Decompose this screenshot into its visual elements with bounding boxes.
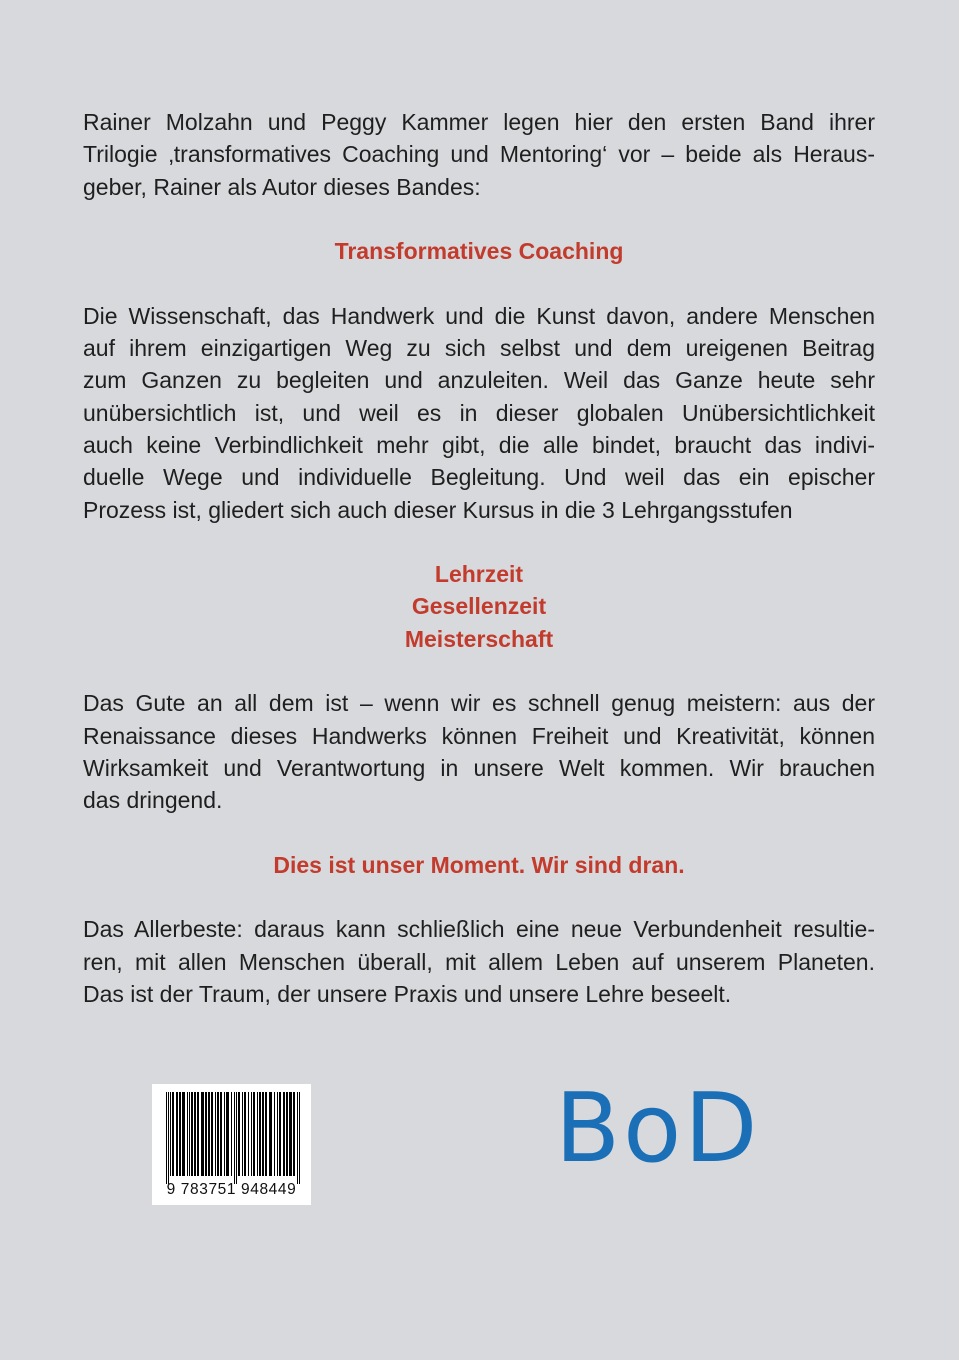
text-line: Das ist der Traum, der unsere Praxis und unsere Lehre beseelt.: [83, 981, 732, 1008]
barcode-bar: [220, 1092, 222, 1176]
text-line: geber, Rainer als Autor dieses Bandes:: [83, 173, 481, 200]
barcode-bar: [217, 1092, 219, 1176]
stage-meisterschaft: Meisterschaft: [404, 625, 554, 652]
barcode-bar: [262, 1092, 264, 1176]
barcode-bar: [238, 1092, 240, 1176]
barcode-bar: [168, 1092, 169, 1184]
text-line: das dringend.: [83, 787, 223, 814]
barcode-bar: [293, 1092, 295, 1176]
text-line: zum Ganzen zu begleiten und anzuleiten. Weil das Ganze heute sehr: [83, 367, 875, 394]
barcode-bar: [189, 1092, 190, 1176]
barcode-bar: [286, 1092, 288, 1176]
description-paragraph: [83, 300, 875, 526]
stages-list: [83, 558, 875, 655]
barcode-bar: [172, 1092, 174, 1176]
best-part-paragraph: [83, 913, 875, 1010]
text-line: ren, mit allen Menschen überall, mit allem Leben auf unserem Planeten.: [83, 948, 875, 975]
text-line: Trilogie ‚transformatives Coaching und Mentoring‘ vor – beide als Heraus-: [83, 141, 875, 168]
barcode-bar: [187, 1092, 188, 1176]
text-line: auch keine Verbindlichkeit mehr gibt, die alle bindet, braucht das indivi-: [83, 431, 875, 458]
barcode-bar: [289, 1092, 292, 1176]
barcode-bar: [299, 1092, 300, 1184]
barcode-bar: [244, 1092, 246, 1176]
barcode-bar: [182, 1092, 185, 1176]
barcode-bar: [201, 1092, 204, 1176]
barcode-bar: [257, 1092, 258, 1176]
barcode-bar: [277, 1092, 278, 1176]
barcode-bar: [248, 1092, 249, 1176]
barcode-bar: [274, 1092, 275, 1176]
back-cover-text: [83, 106, 875, 1010]
barcode-bar: [234, 1092, 235, 1184]
barcode-bar: [224, 1092, 225, 1176]
text-line: Rainer Molzahn und Peggy Kammer legen hier den ersten Band ihrer: [83, 109, 875, 135]
barcode-bar: [242, 1092, 243, 1176]
barcode-bar: [283, 1092, 285, 1176]
barcode-bar: [170, 1092, 171, 1176]
moment-heading: Dies ist unser Moment. Wir sind dran.: [273, 851, 685, 878]
text-line: Die Wissenschaft, das Handwerk und die Kunst davon, andere Menschen: [83, 302, 875, 329]
stage-lehrzeit: Lehrzeit: [434, 561, 524, 588]
text-line: duelle Wege und individuelle Begleitung. Und weil das ein epischer: [83, 464, 875, 491]
text-line: Das Allerbeste: daraus kann schließlich eine neue Verbundenheit resultie-: [83, 916, 875, 943]
barcode-bar: [215, 1092, 216, 1176]
barcode-bar: [208, 1092, 210, 1176]
barcode-digits: 9 783751 948449: [166, 1181, 297, 1198]
text-line: Renaissance dieses Handwerks können Freiheit und Kreativität, können: [83, 722, 875, 749]
text-line: auf ihrem einzigartigen Weg zu sich selbst und dem ureigenen Beitrag: [83, 335, 875, 362]
barcode-bar: [265, 1092, 267, 1176]
barcode-bar: [231, 1092, 232, 1176]
text-line: Wirksamkeit und Verantwortung in unsere Welt kommen. Wir brauchen: [83, 754, 875, 781]
barcode-bar: [194, 1092, 196, 1176]
barcode-bar: [226, 1092, 229, 1176]
barcode-bar: [211, 1092, 213, 1176]
text-line: unübersichtlich ist, und weil es in dieser globalen Unübersichtlichkeit: [83, 399, 875, 426]
stage-gesellenzeit: Gesellenzeit: [411, 593, 547, 620]
isbn-barcode: [152, 1084, 311, 1205]
barcode-bar: [297, 1092, 298, 1184]
barcode-bar: [197, 1092, 199, 1176]
good-part-paragraph: [83, 687, 875, 816]
barcode-bar: [259, 1092, 261, 1176]
barcode-bar: [176, 1092, 178, 1176]
barcode-bar: [279, 1092, 281, 1176]
barcode-bar: [236, 1092, 237, 1184]
barcode-bar: [166, 1092, 167, 1184]
book-title-heading: Transformatives Coaching: [334, 238, 624, 265]
barcode-bar: [179, 1092, 181, 1176]
intro-paragraph: [83, 106, 875, 203]
text-line: Prozess ist, gliedert sich auch dieser Kursus in die 3 Lehrgangsstufen: [83, 496, 793, 523]
text-line: Das Gute an all dem ist – wenn wir es schnell genug meistern: aus der: [83, 690, 875, 717]
barcode-bar: [205, 1092, 207, 1176]
barcode-bar: [251, 1092, 252, 1176]
barcode-bar: [253, 1092, 255, 1176]
barcode-bar: [269, 1092, 272, 1176]
barcode-bar: [191, 1092, 193, 1176]
bod-publisher-logo: BoD: [555, 1074, 761, 1184]
